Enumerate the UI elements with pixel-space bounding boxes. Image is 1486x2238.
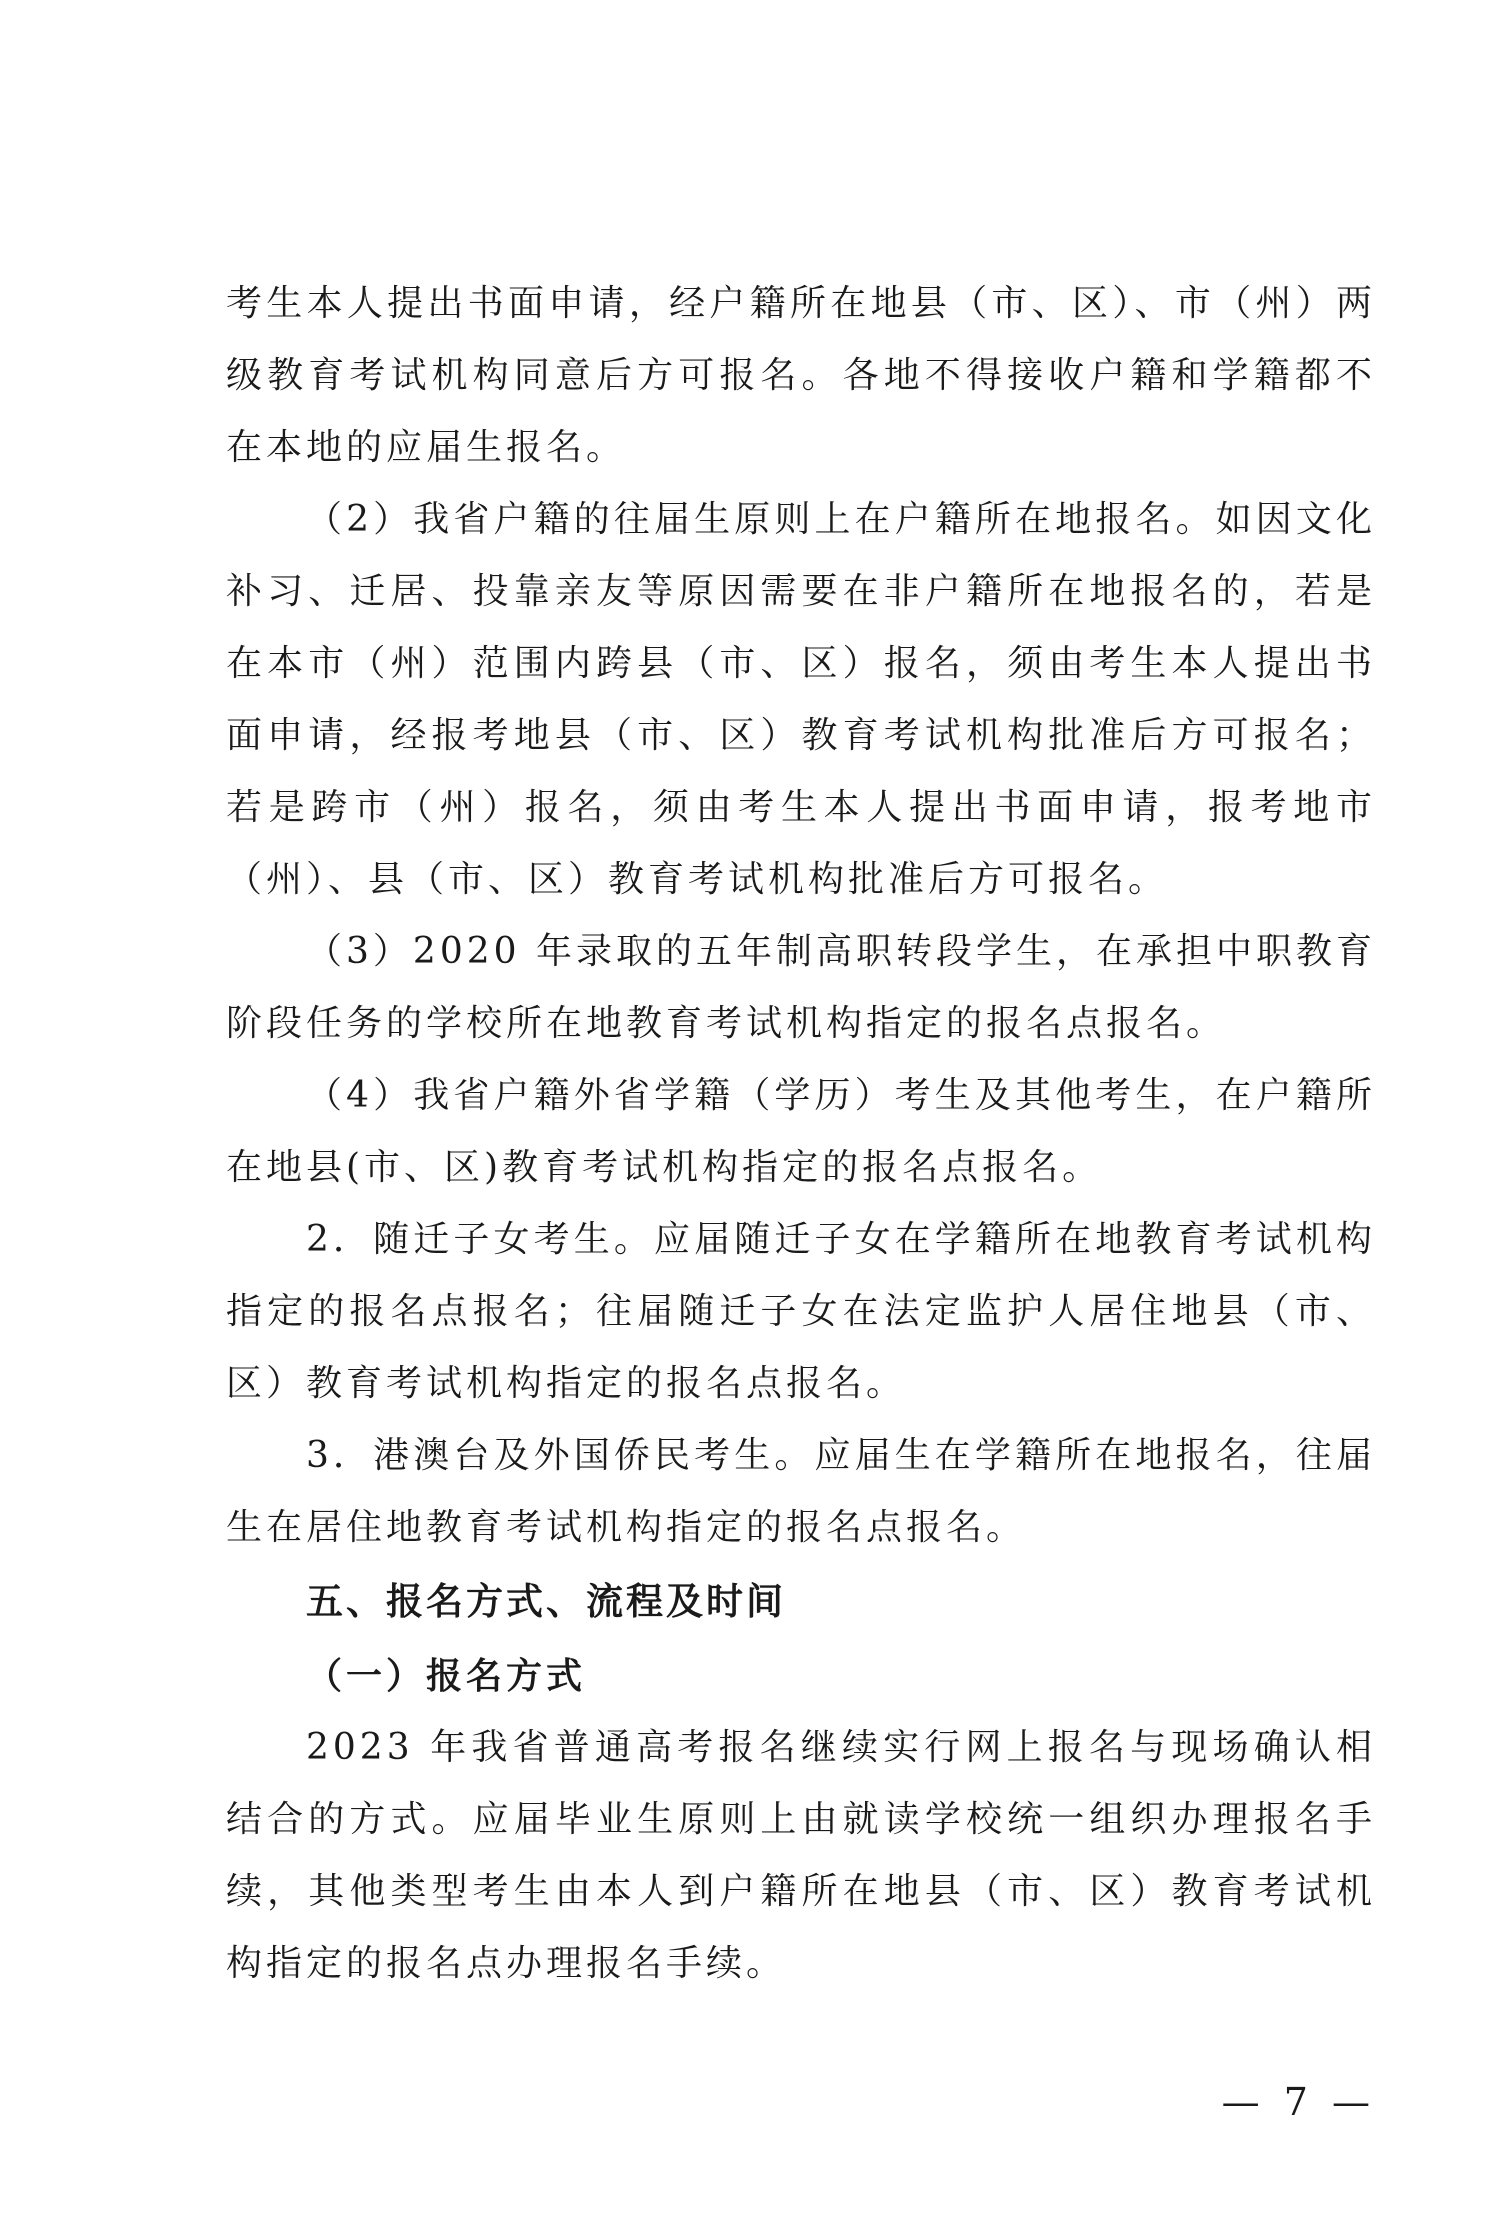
paragraph-registration-method: 2023 年我省普通高考报名继续实行网上报名与现场确认相结合的方式。应届毕业生原则上由就读学校统一组织办理报名手续，其他类型考生由本人到户籍所在地县（市、区）教育考试机构指定的报名点办理报名手续。 [226, 1727, 1376, 1984]
page-number: — 7 — [1221, 2080, 1376, 2124]
paragraph-item-3: （3）2020 年录取的五年制高职转段学生，在承担中职教育阶段任务的学校所在地教育考试机构指定的报名点报名。 [226, 931, 1376, 1044]
paragraph-item-4: （4）我省户籍外省学籍（学历）考生及其他考生，在户籍所在地县(市、区)教育考试机构指定的报名点报名。 [226, 1075, 1376, 1188]
section-heading: 五、报名方式、流程及时间 [306, 1580, 786, 1623]
paragraph-continuation: 考生本人提出书面申请，经户籍所在地县（市、区）、市（州）两级教育考试机构同意后方可报名。各地不得接收户籍和学籍都不在本地的应届生报名。 [226, 283, 1376, 468]
document-body [226, 268, 1376, 2000]
sub-heading: （一）报名方式 [306, 1655, 587, 1697]
paragraph-migrant-children: 2．随迁子女考生。应届随迁子女在学籍所在地教育考试机构指定的报名点报名；往届随迁子女在法定监护人居住地县（市、区）教育考试机构指定的报名点报名。 [226, 1219, 1376, 1404]
paragraph-item-2: （2）我省户籍的往届生原则上在户籍所在地报名。如因文化补习、迁居、投靠亲友等原因需要在非户籍所在地报名的，若是在本市（州）范围内跨县（市、区）报名，须由考生本人提出书面申请，经报考地县（市、区）教育考试机构批准后方可报名；若是跨市（州）报名，须由考生本人提出书面申请，报考地市（州）、县（市、区）教育考试机构批准后方可报名。 [226, 499, 1376, 900]
paragraph-hk-macao-taiwan: 3．港澳台及外国侨民考生。应届生在学籍所在地报名，往届生在居住地教育考试机构指定的报名点报名。 [226, 1435, 1376, 1548]
